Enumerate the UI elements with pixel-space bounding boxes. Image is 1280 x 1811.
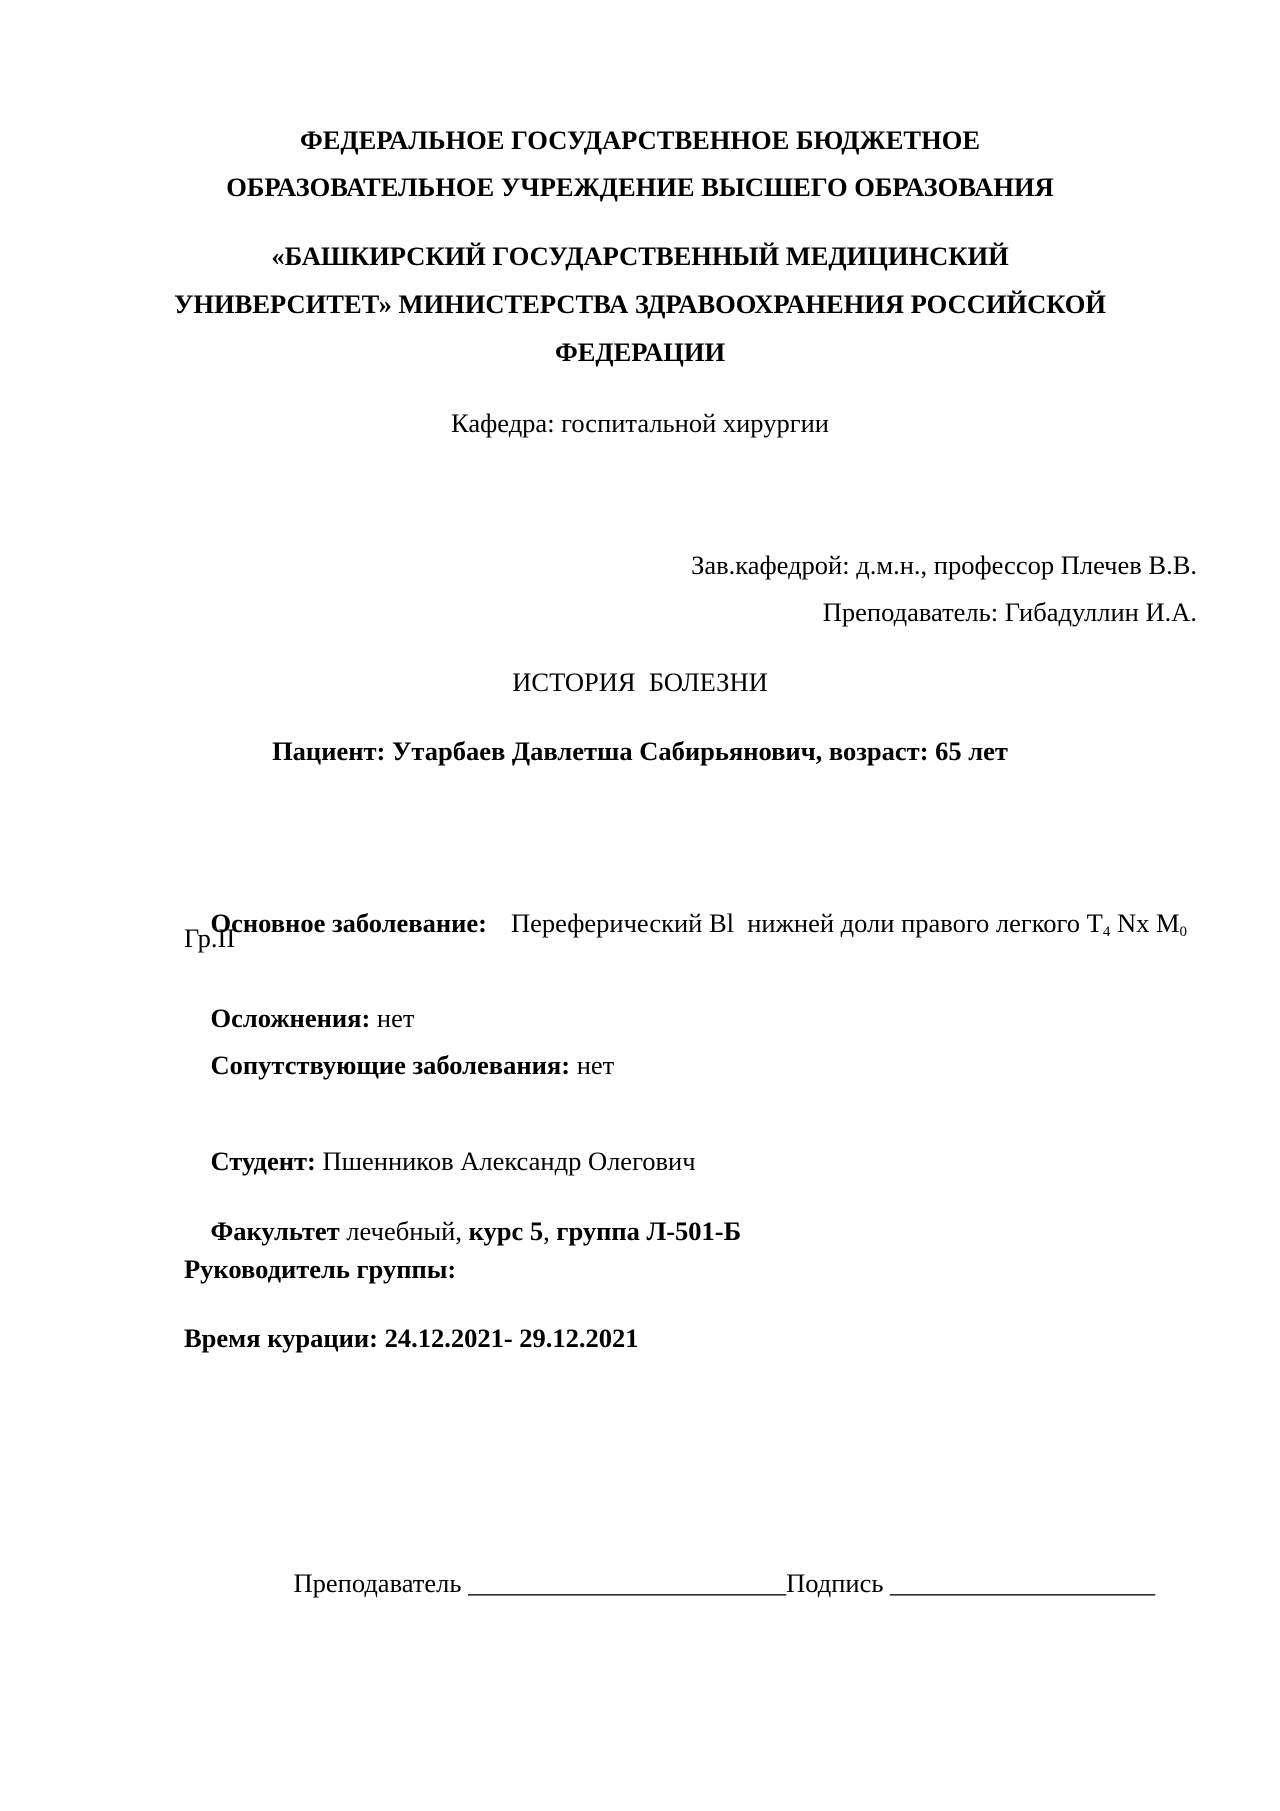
course-value: курс 5 (468, 1216, 544, 1246)
m-stage-subscript: 0 (1179, 924, 1188, 940)
institution-line-2: ОБРАЗОВАТЕЛЬНОЕ УЧРЕЖДЕНИЕ ВЫСШЕГО ОБРАЗОВАНИЯ (226, 172, 1054, 202)
teacher: Преподаватель: Гибадуллин И.А. (822, 597, 1197, 627)
comorbid-label: Сопутствующие заболевания: (210, 1050, 571, 1080)
student-name: Пшенников Александр Олегович (315, 1146, 696, 1176)
complications-value: нет (370, 1003, 415, 1033)
signature-sign-blank: ____________________ (883, 1568, 1156, 1598)
faculty-value: лечебный, (339, 1216, 469, 1246)
main-diagnosis-continuation: Гр.II (184, 923, 236, 953)
main-diagnosis (184, 875, 1187, 971)
main-diagnosis-label: Основное заболевание: (210, 908, 487, 938)
signature-teacher-blank: ________________________ (461, 1568, 787, 1598)
group-supervisor: Руководитель группы: (184, 1254, 457, 1284)
signature-sign-label: Подпись (786, 1568, 884, 1598)
university-line-1: «БАШКИРСКИЙ ГОСУДАРСТВЕННЫЙ МЕДИЦИНСКИЙ (271, 241, 1009, 271)
university-line-3: ФЕДЕРАЦИИ (554, 337, 726, 367)
student-label: Студент: (210, 1146, 316, 1176)
complications-label: Осложнения: (210, 1003, 371, 1033)
university-line-2: УНИВЕРСИТЕТ» МИНИСТЕРСТВА ЗДРАВООХРАНЕНИЯ РОССИЙСКОЙ (173, 289, 1107, 319)
group-value: группа Л-501-Б (556, 1216, 742, 1246)
patient-line: Пациент: Утарбаев Давлетша Сабирьянович, возраст: 65 лет (272, 736, 1008, 766)
signature-line (267, 1535, 1155, 1631)
signature-teacher-label: Преподаватель (293, 1568, 462, 1598)
document-title: ИСТОРИЯ БОЛЕЗНИ (512, 667, 768, 697)
nm-stage-text: Nx M (1110, 908, 1180, 938)
institution-line-1: ФЕДЕРАЛЬНОЕ ГОСУДАРСТВЕННОЕ БЮДЖЕТНОЕ (300, 125, 980, 155)
faculty-label: Факультет (210, 1216, 340, 1246)
comorbidities (184, 1017, 614, 1113)
curation-period: Время курации: 24.12.2021- 29.12.2021 (184, 1323, 639, 1353)
head-of-department: Зав.кафедрой: д.м.н., профессор Плечев В.В. (691, 550, 1197, 580)
t-stage-subscript: 4 (1102, 924, 1111, 940)
main-diagnosis-text: Переферический Bl нижней доли правого легкого T (510, 908, 1103, 938)
comorbid-value: нет (570, 1050, 615, 1080)
faculty-comma: , (543, 1216, 557, 1246)
department: Кафедра: госпитальной хирургии (451, 408, 829, 438)
